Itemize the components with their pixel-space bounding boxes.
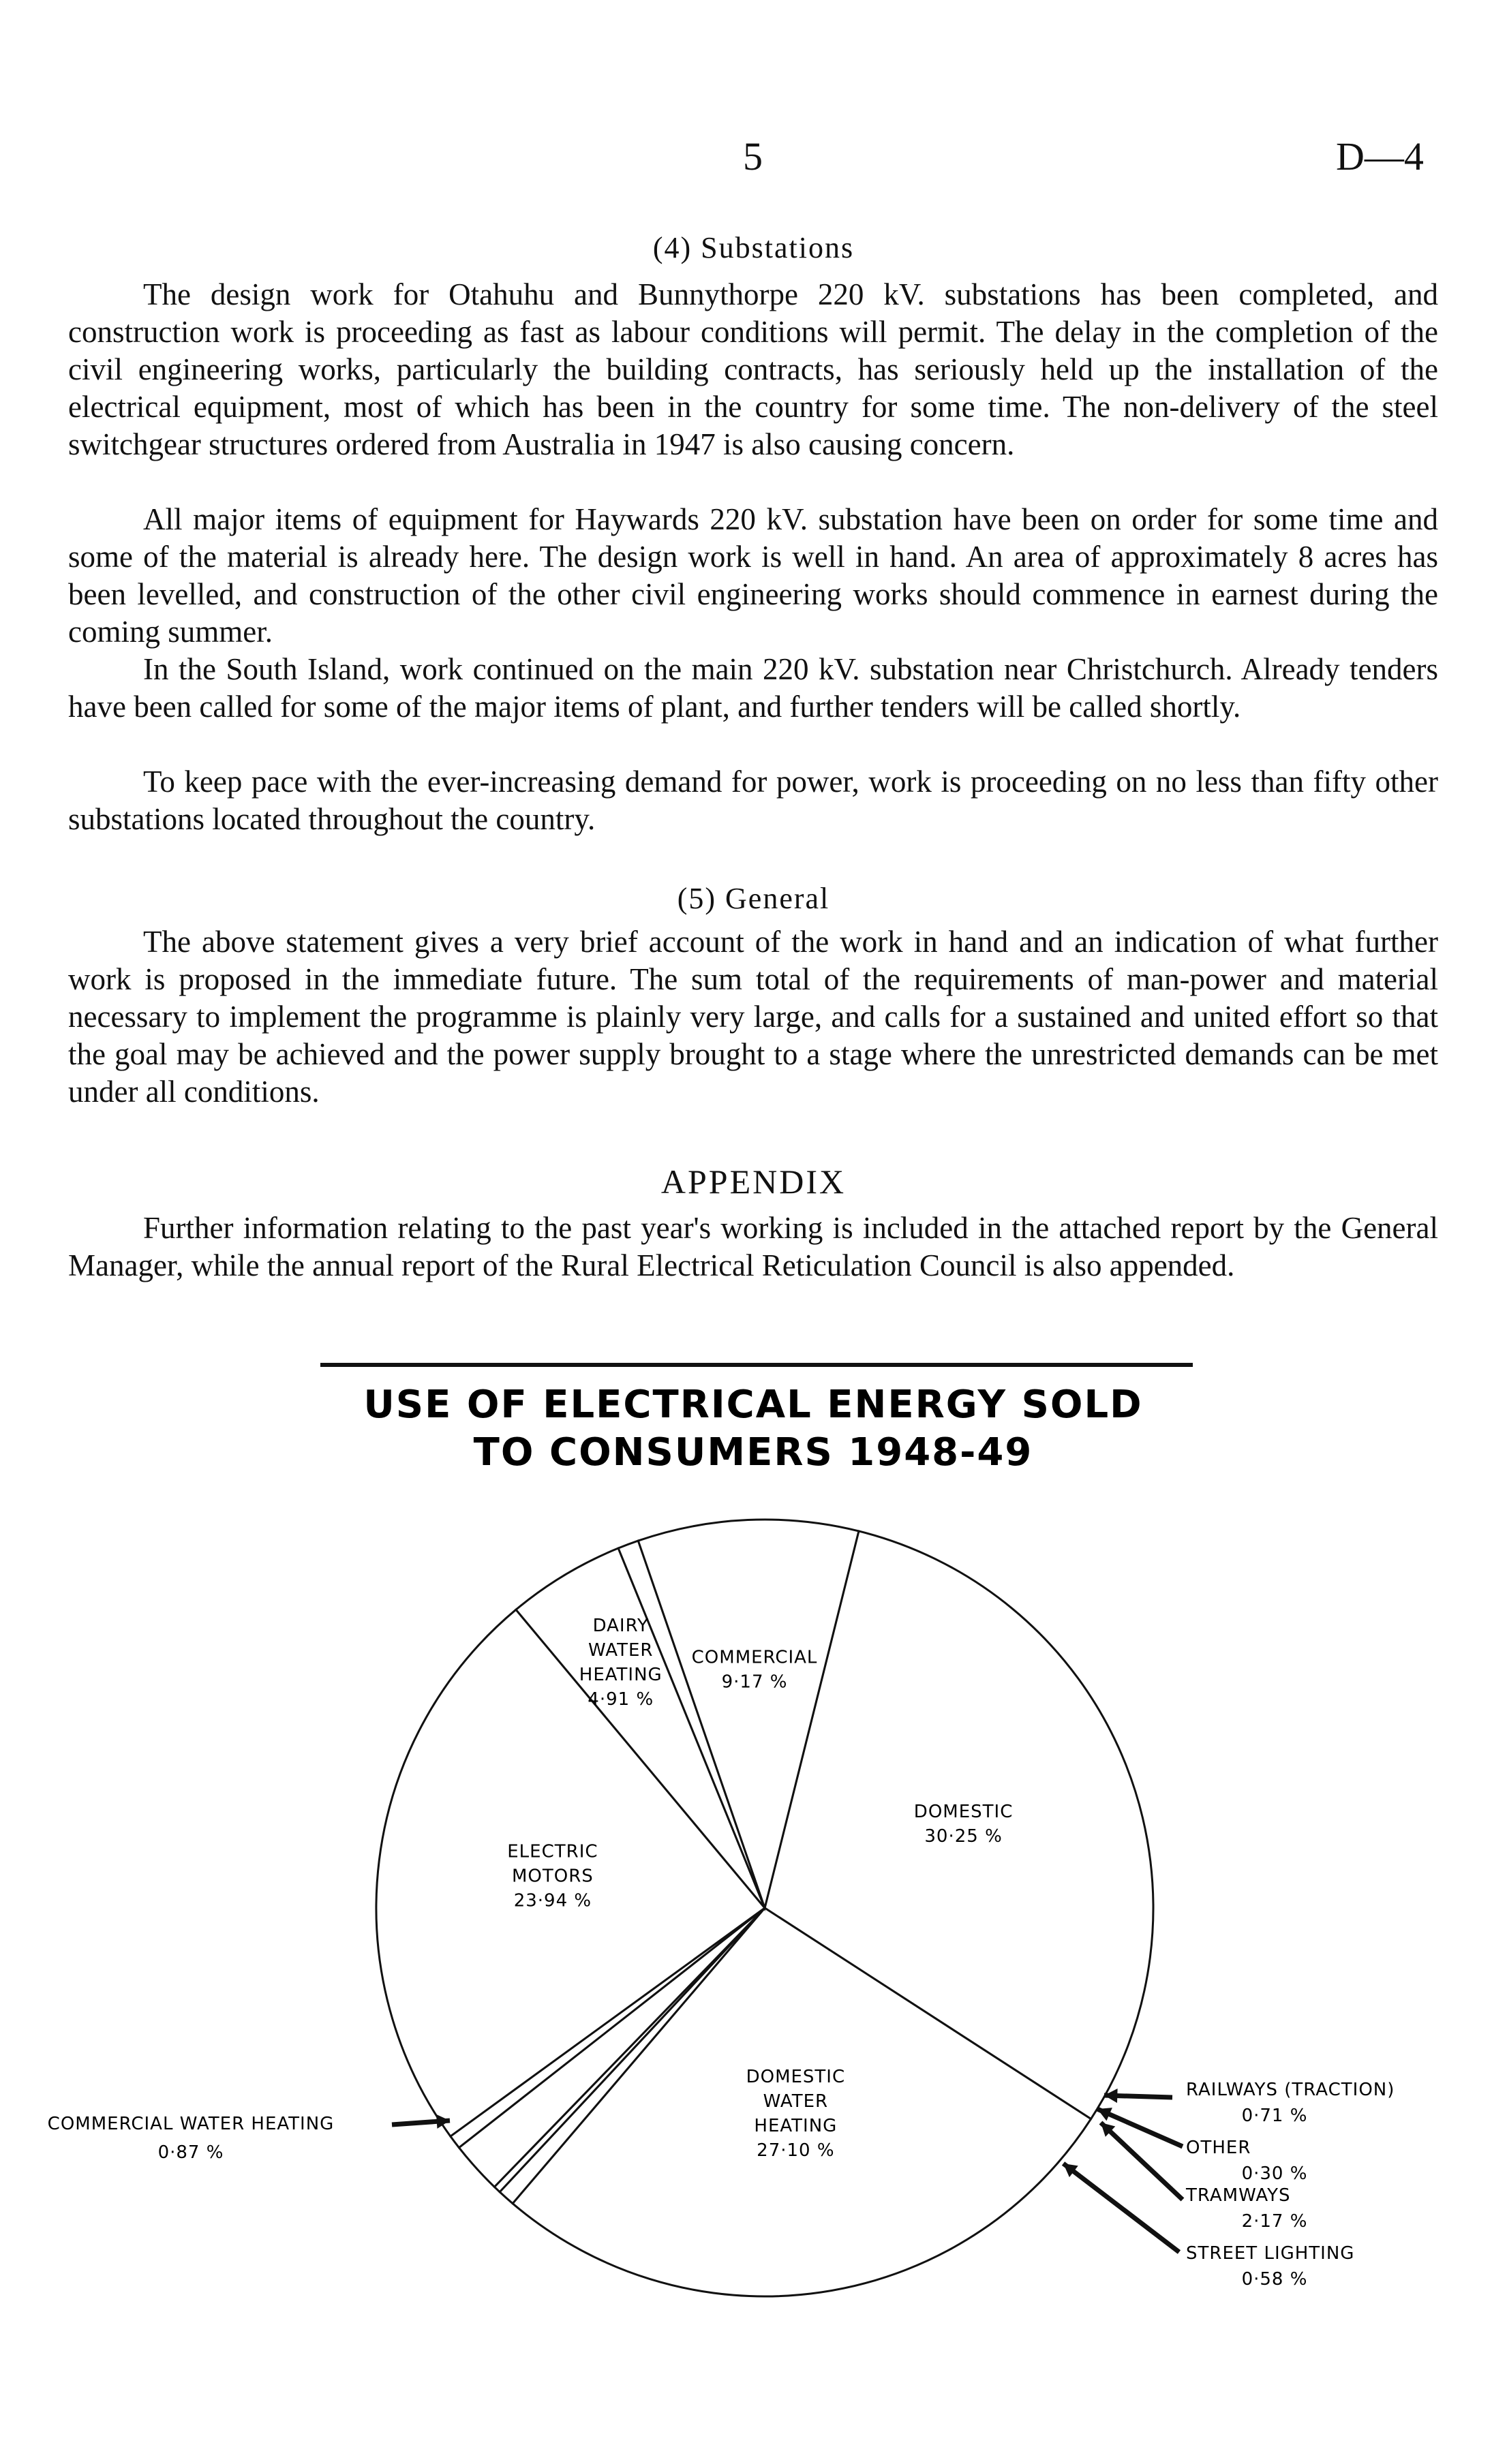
section-heading-substations: (4) Substations	[652, 231, 855, 264]
paragraph: All major items of equipment for Haywards 220 kV. substation have been on order for some time and some of the material is already here. The design work is well in hand. An area of approximately 8 acres has been levelled, and construction of the other civil engineering works should commence in earnest during the coming summer.	[68, 502, 1438, 649]
slice-value: 0·58 %	[1241, 2269, 1308, 2290]
pie-slices	[376, 1520, 1153, 2296]
paragraph: In the South Island, work continued on the main 220 kV. substation near Christchurch. Already tenders have been called for some of the major items of plant, and further tenders will be called shortly.	[68, 652, 1438, 724]
paragraph: The above statement gives a very brief account of the work in hand and an indication of what further work is proposed in the immediate future. The sum total of the requirements of man-power and material necessary to implement the programme is plainly very large, and calls for a sustained and united effort so that the goal may be achieved and the power supply brought to a stage where the unrestricted demands can be met under all conditions.	[68, 925, 1438, 1109]
slice-label: DAIRY WATER HEATING 4·91 %	[579, 1616, 663, 1710]
slice-value: 2·17 %	[1241, 2211, 1308, 2232]
paragraph: Further information relating to the past year's working is included in the attached report by the General Manager, while the annual report of the Rural Electrical Reticulation Council is also appended.	[68, 1211, 1438, 1282]
slice-label: STREET LIGHTING	[1186, 2243, 1355, 2264]
paragraph: To keep pace with the ever-increasing demand for power, work is proceeding on no less than fifty other substations located throughout the country.	[68, 765, 1438, 836]
slice-value: 0·30 %	[1241, 2163, 1308, 2184]
document-code: D—4	[1336, 134, 1424, 179]
slice-label: TRAMWAYS	[1186, 2185, 1291, 2206]
slice-label: COMMERCIAL WATER HEATING	[47, 2114, 335, 2134]
appendix-heading: APPENDIX	[660, 1162, 847, 1201]
slice-label: OTHER	[1186, 2138, 1251, 2158]
slice-label: DOMESTIC WATER HEATING 27·10 %	[746, 2067, 846, 2161]
paragraph: The design work for Otahuhu and Bunnythorpe 220 kV. substations has been completed, and construction work is proceeding as fast as labour conditions will permit. The delay in the completion of the civil engineering works, particularly the building contracts, has seriously held up the installation of the electrical equipment, most of which has been in the country for some time. The non-delivery of the steel switchgear structures ordered from Australia in 1947 is also causing concern.	[68, 277, 1438, 461]
pie-chart	[0, 1363, 1507, 2344]
chart-title-line1: USE OF ELECTRICAL ENERGY SOLD	[363, 1383, 1143, 1427]
slice-label: RAILWAYS (TRACTION)	[1186, 2080, 1395, 2100]
chart-title-line2: TO CONSUMERS 1948-49	[473, 1430, 1033, 1475]
slice-label: DOMESTIC 30·25 %	[913, 1801, 1014, 1847]
leader-arrow	[1101, 2123, 1183, 2200]
slice-label: ELECTRIC MOTORS 23·94 %	[507, 1841, 598, 1911]
slice-value: 0·87 %	[157, 2142, 224, 2163]
slice-value: 0·71 %	[1241, 2106, 1308, 2126]
section-heading-general: (5) General	[677, 882, 830, 915]
slice-label: COMMERCIAL 9·17 %	[691, 1647, 818, 1693]
page-number: 5	[743, 134, 763, 179]
